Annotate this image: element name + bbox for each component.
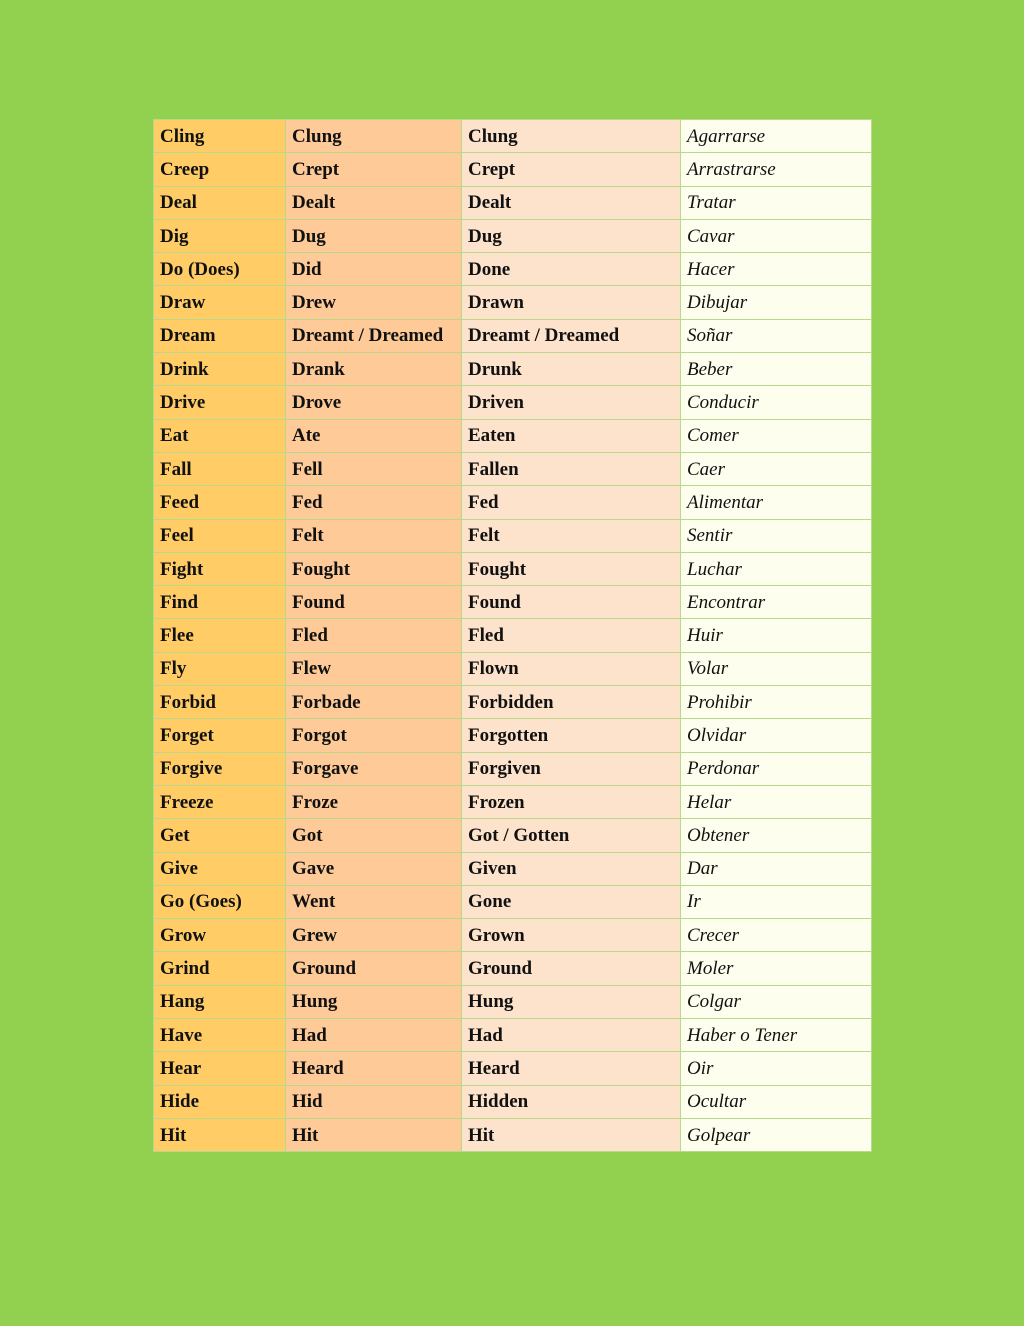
translation-cell: Helar (681, 785, 872, 818)
base-form-cell: Draw (154, 286, 286, 319)
past-simple-cell: Felt (286, 519, 462, 552)
table-row (154, 186, 872, 219)
translation-cell: Colgar (681, 985, 872, 1018)
base-form-cell: Do (Does) (154, 253, 286, 286)
base-form-cell: Feel (154, 519, 286, 552)
past-participle-cell: Clung (462, 120, 681, 153)
base-form-cell: Fight (154, 552, 286, 585)
base-form-cell: Forbid (154, 686, 286, 719)
past-simple-cell: Gave (286, 852, 462, 885)
past-participle-cell: Gone (462, 885, 681, 918)
table-row (154, 486, 872, 519)
past-participle-cell: Flown (462, 652, 681, 685)
translation-cell: Dar (681, 852, 872, 885)
past-simple-cell: Drove (286, 386, 462, 419)
table-row (154, 586, 872, 619)
base-form-cell: Drive (154, 386, 286, 419)
base-form-cell: Cling (154, 120, 286, 153)
table-row (154, 919, 872, 952)
translation-cell: Perdonar (681, 752, 872, 785)
translation-cell: Alimentar (681, 486, 872, 519)
translation-cell: Encontrar (681, 586, 872, 619)
table-row (154, 419, 872, 452)
table-row (154, 885, 872, 918)
past-participle-cell: Given (462, 852, 681, 885)
base-form-cell: Get (154, 819, 286, 852)
past-simple-cell: Dreamt / Dreamed (286, 319, 462, 352)
past-simple-cell: Got (286, 819, 462, 852)
translation-cell: Ocultar (681, 1085, 872, 1118)
translation-cell: Beber (681, 353, 872, 386)
past-simple-cell: Dealt (286, 186, 462, 219)
past-simple-cell: Clung (286, 120, 462, 153)
past-simple-cell: Forgot (286, 719, 462, 752)
base-form-cell: Hide (154, 1085, 286, 1118)
translation-cell: Haber o Tener (681, 1019, 872, 1052)
past-participle-cell: Dug (462, 219, 681, 252)
base-form-cell: Dream (154, 319, 286, 352)
translation-cell: Soñar (681, 319, 872, 352)
table-row (154, 686, 872, 719)
table-row (154, 752, 872, 785)
past-simple-cell: Hit (286, 1118, 462, 1151)
past-participle-cell: Fought (462, 552, 681, 585)
table-row (154, 253, 872, 286)
table-row (154, 819, 872, 852)
past-simple-cell: Drew (286, 286, 462, 319)
past-simple-cell: Forbade (286, 686, 462, 719)
past-simple-cell: Grew (286, 919, 462, 952)
table-row (154, 519, 872, 552)
table-row (154, 1019, 872, 1052)
past-participle-cell: Dealt (462, 186, 681, 219)
translation-cell: Crecer (681, 919, 872, 952)
past-participle-cell: Got / Gotten (462, 819, 681, 852)
base-form-cell: Grow (154, 919, 286, 952)
table-row (154, 1085, 872, 1118)
table-row (154, 452, 872, 485)
translation-cell: Golpear (681, 1118, 872, 1151)
past-participle-cell: Drawn (462, 286, 681, 319)
past-simple-cell: Hid (286, 1085, 462, 1118)
translation-cell: Olvidar (681, 719, 872, 752)
past-simple-cell: Fed (286, 486, 462, 519)
past-participle-cell: Driven (462, 386, 681, 419)
past-participle-cell: Hidden (462, 1085, 681, 1118)
past-simple-cell: Dug (286, 219, 462, 252)
table-row (154, 985, 872, 1018)
translation-cell: Huir (681, 619, 872, 652)
translation-cell: Comer (681, 419, 872, 452)
translation-cell: Agarrarse (681, 120, 872, 153)
past-simple-cell: Ate (286, 419, 462, 452)
table-row (154, 120, 872, 153)
translation-cell: Moler (681, 952, 872, 985)
table-row (154, 1052, 872, 1085)
table-row (154, 153, 872, 186)
past-participle-cell: Hit (462, 1118, 681, 1151)
base-form-cell: Hit (154, 1118, 286, 1151)
base-form-cell: Creep (154, 153, 286, 186)
past-simple-cell: Forgave (286, 752, 462, 785)
past-participle-cell: Forgiven (462, 752, 681, 785)
base-form-cell: Forget (154, 719, 286, 752)
base-form-cell: Eat (154, 419, 286, 452)
past-simple-cell: Had (286, 1019, 462, 1052)
translation-cell: Volar (681, 652, 872, 685)
past-participle-cell: Grown (462, 919, 681, 952)
irregular-verbs-table (153, 119, 872, 1152)
translation-cell: Ir (681, 885, 872, 918)
base-form-cell: Fly (154, 652, 286, 685)
table-row (154, 619, 872, 652)
past-simple-cell: Froze (286, 785, 462, 818)
past-participle-cell: Dreamt / Dreamed (462, 319, 681, 352)
base-form-cell: Go (Goes) (154, 885, 286, 918)
past-participle-cell: Felt (462, 519, 681, 552)
past-simple-cell: Went (286, 885, 462, 918)
past-participle-cell: Eaten (462, 419, 681, 452)
past-participle-cell: Ground (462, 952, 681, 985)
past-participle-cell: Had (462, 1019, 681, 1052)
past-participle-cell: Forgotten (462, 719, 681, 752)
past-participle-cell: Frozen (462, 785, 681, 818)
base-form-cell: Dig (154, 219, 286, 252)
base-form-cell: Feed (154, 486, 286, 519)
table-row (154, 286, 872, 319)
past-simple-cell: Fled (286, 619, 462, 652)
past-simple-cell: Heard (286, 1052, 462, 1085)
past-simple-cell: Drank (286, 353, 462, 386)
past-participle-cell: Hung (462, 985, 681, 1018)
translation-cell: Obtener (681, 819, 872, 852)
past-participle-cell: Found (462, 586, 681, 619)
translation-cell: Cavar (681, 219, 872, 252)
past-participle-cell: Drunk (462, 353, 681, 386)
table-row (154, 852, 872, 885)
table-row (154, 785, 872, 818)
base-form-cell: Find (154, 586, 286, 619)
base-form-cell: Fall (154, 452, 286, 485)
past-participle-cell: Fed (462, 486, 681, 519)
past-participle-cell: Heard (462, 1052, 681, 1085)
table-row (154, 386, 872, 419)
translation-cell: Prohibir (681, 686, 872, 719)
base-form-cell: Hear (154, 1052, 286, 1085)
past-simple-cell: Hung (286, 985, 462, 1018)
past-simple-cell: Fell (286, 452, 462, 485)
base-form-cell: Forgive (154, 752, 286, 785)
base-form-cell: Grind (154, 952, 286, 985)
table-row (154, 719, 872, 752)
past-participle-cell: Fled (462, 619, 681, 652)
verb-table-body (154, 120, 872, 1152)
base-form-cell: Give (154, 852, 286, 885)
translation-cell: Conducir (681, 386, 872, 419)
past-simple-cell: Crept (286, 153, 462, 186)
past-simple-cell: Did (286, 253, 462, 286)
base-form-cell: Hang (154, 985, 286, 1018)
base-form-cell: Have (154, 1019, 286, 1052)
past-participle-cell: Done (462, 253, 681, 286)
base-form-cell: Drink (154, 353, 286, 386)
table-row (154, 353, 872, 386)
base-form-cell: Freeze (154, 785, 286, 818)
translation-cell: Arrastrarse (681, 153, 872, 186)
past-simple-cell: Flew (286, 652, 462, 685)
translation-cell: Luchar (681, 552, 872, 585)
table-row (154, 952, 872, 985)
table-row (154, 219, 872, 252)
table-row (154, 652, 872, 685)
base-form-cell: Deal (154, 186, 286, 219)
translation-cell: Caer (681, 452, 872, 485)
past-participle-cell: Fallen (462, 452, 681, 485)
past-simple-cell: Fought (286, 552, 462, 585)
table-row (154, 552, 872, 585)
past-simple-cell: Ground (286, 952, 462, 985)
translation-cell: Hacer (681, 253, 872, 286)
translation-cell: Oir (681, 1052, 872, 1085)
translation-cell: Dibujar (681, 286, 872, 319)
past-simple-cell: Found (286, 586, 462, 619)
past-participle-cell: Crept (462, 153, 681, 186)
table-row (154, 319, 872, 352)
translation-cell: Sentir (681, 519, 872, 552)
past-participle-cell: Forbidden (462, 686, 681, 719)
base-form-cell: Flee (154, 619, 286, 652)
translation-cell: Tratar (681, 186, 872, 219)
table-row (154, 1118, 872, 1151)
